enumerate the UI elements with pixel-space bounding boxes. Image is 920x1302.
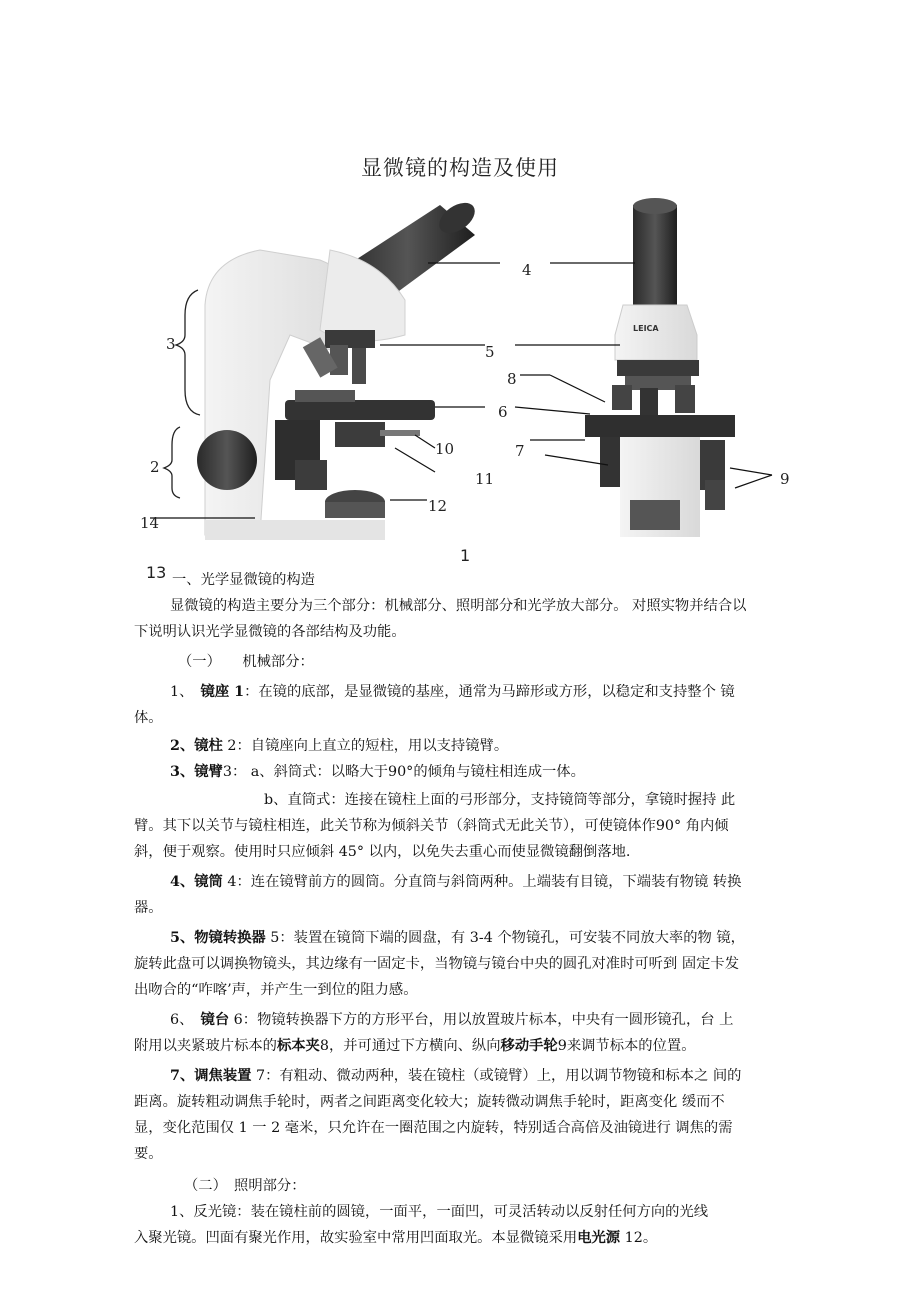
- item-1-num: 1、: [170, 684, 201, 700]
- label-2: 2: [150, 458, 160, 476]
- mechanical-heading: （一） 机械部分：: [178, 654, 314, 670]
- item-3b-line-3: 斜，便于观察。使用时只应倾斜 45° 以内，以免失去重心而使显微镜翻倒落地.: [134, 844, 631, 860]
- item-3-title: 3、镜臂: [170, 764, 223, 780]
- item-1-title: 镜座 1: [200, 684, 245, 700]
- item-5-line-2: 旋转此盘可以调换物镜头，其边缘有一固定卡，当物镜与镜台中央的圆孔对准时可听到 固定卡发: [134, 956, 740, 972]
- item-5-title: 5、物镜转换器: [170, 930, 266, 946]
- item-1: [134, 679, 794, 705]
- label-12: 12: [428, 497, 448, 515]
- item-6-seg-2: 8，并可通过下方横向、纵向: [319, 1038, 501, 1054]
- item-6-seg-1: 附用以夹紧玻片标本的: [134, 1038, 277, 1054]
- item-6-line-2: [134, 1033, 794, 1059]
- item-7-line-3: 显，变化范围仅 1 一 2 毫米，只允许在一圈范围之内旋转，特别适合高倍及油镜进行 调焦的需: [134, 1120, 733, 1136]
- item-5: [134, 925, 794, 951]
- label-3: 3: [166, 335, 176, 353]
- item-6-seg-3: 9来调节标本的位置。: [557, 1038, 696, 1054]
- item-4-text: 4：连在镜臂前方的圆筒。分直筒与斜筒两种。上端装有目镜，下端装有物镜 转换: [222, 874, 742, 890]
- label-13: 13: [146, 563, 167, 582]
- brand-mark: LEICA: [633, 324, 659, 333]
- label-6: 6: [498, 403, 508, 421]
- item-7-title: 7、调焦装置: [170, 1068, 252, 1084]
- intro-line-1: 显微镜的构造主要分为三个部分：机械部分、照明部分和光学放大部分。 对照实物并结合以: [170, 598, 747, 614]
- item-3b-line-2: 臂。其下以关节与镜柱相连，此关节称为倾斜关节（斜筒式无此关节），可使镜体作90° 角内倾: [134, 818, 729, 834]
- item-7-line-2: 距离。旋转粗动调焦手轮时，两者之间距离变化较大；旋转微动调焦手轮时，距离变化 缓而不: [134, 1094, 725, 1110]
- label-11: 11: [475, 470, 495, 488]
- item-7: [134, 1063, 794, 1089]
- item-5-text: 5：装置在镜筒下端的圆盘，有 3-4 个物镜孔，可安装不同放大率的物 镜，: [265, 930, 745, 946]
- illumination-heading: （二） 照明部分：: [184, 1178, 306, 1194]
- item-4-line-2: 器。: [134, 900, 163, 916]
- illum-1-line-1: 1、反光镜：装在镜柱前的圆镜，一面平，一面凹，可灵活转动以反射任何方向的光线: [170, 1204, 709, 1220]
- item-7-line-4: 要。: [134, 1146, 163, 1162]
- illum-1-seg-1: 入聚光镜。凹面有聚光作用，故实验室中常用凹面取光。本显微镜采用: [134, 1230, 578, 1246]
- intro-line-2: 下说明认识光学显微镜的各部结构及功能。: [134, 624, 406, 640]
- microscope-illustration: [130, 190, 810, 540]
- left-microscope: [164, 197, 480, 540]
- item-5-line-3: 出吻合的“咋喀’声，并产生一到位的阻力感。: [134, 982, 418, 998]
- item-7-text: 7：有粗动、微动两种，装在镜柱（或镜臂）上，用以调节物镜和标本之 间的: [251, 1068, 742, 1084]
- item-6-title: 镜台: [200, 1012, 230, 1028]
- item-4: [134, 869, 794, 895]
- section-heading: 一、光学显微镜的构造: [172, 572, 315, 588]
- item-4-title: 4、镜筒: [170, 874, 223, 890]
- item-1-text: ：在镜的底部，是显微镜的基座，通常为马蹄形或方形，以稳定和支持整个 镜: [244, 684, 735, 700]
- item-1-line-2: 体。: [134, 710, 163, 726]
- right-microscope: [585, 198, 735, 537]
- label-9: 9: [780, 470, 790, 488]
- item-6-specimen-clip: 标本夹: [276, 1038, 320, 1054]
- microscope-figure: [130, 190, 810, 540]
- illum-1-light-source: 电光源: [577, 1230, 621, 1246]
- item-3: [134, 759, 794, 785]
- body-text: [134, 567, 794, 1251]
- item-6: [134, 1007, 794, 1033]
- label-7: 7: [515, 442, 525, 460]
- item-6-text: 6：物镜转换器下方的方形平台，用以放置玻片标本，中央有一圆形镜孔，台 上: [229, 1012, 734, 1028]
- label-1: 1: [460, 546, 471, 565]
- illum-1-seg-2: 12。: [620, 1230, 658, 1246]
- label-5: 5: [485, 343, 495, 361]
- item-3-text: 3： a、斜筒式：以略大于90°的倾角与镜柱相连成一体。: [222, 764, 585, 780]
- page-title: 显微镜的构造及使用: [361, 156, 559, 180]
- label-4: 4: [522, 261, 532, 279]
- item-2-title: 2、镜柱: [170, 738, 223, 754]
- label-14: 14: [140, 514, 160, 532]
- label-8: 8: [507, 370, 517, 388]
- item-6-stage-knob: 移动手轮: [500, 1038, 558, 1054]
- label-10: 10: [435, 440, 455, 458]
- item-2-text: 2：自镜座向上直立的短柱，用以支持镜臂。: [222, 738, 509, 754]
- item-3b-line-1: b、直筒式：连接在镜柱上面的弓形部分，支持镜筒等部分，拿镜时握持 此: [264, 792, 736, 808]
- illum-1-line-2: [134, 1225, 794, 1251]
- item-2: [134, 733, 794, 759]
- item-6-num: 6、: [170, 1012, 201, 1028]
